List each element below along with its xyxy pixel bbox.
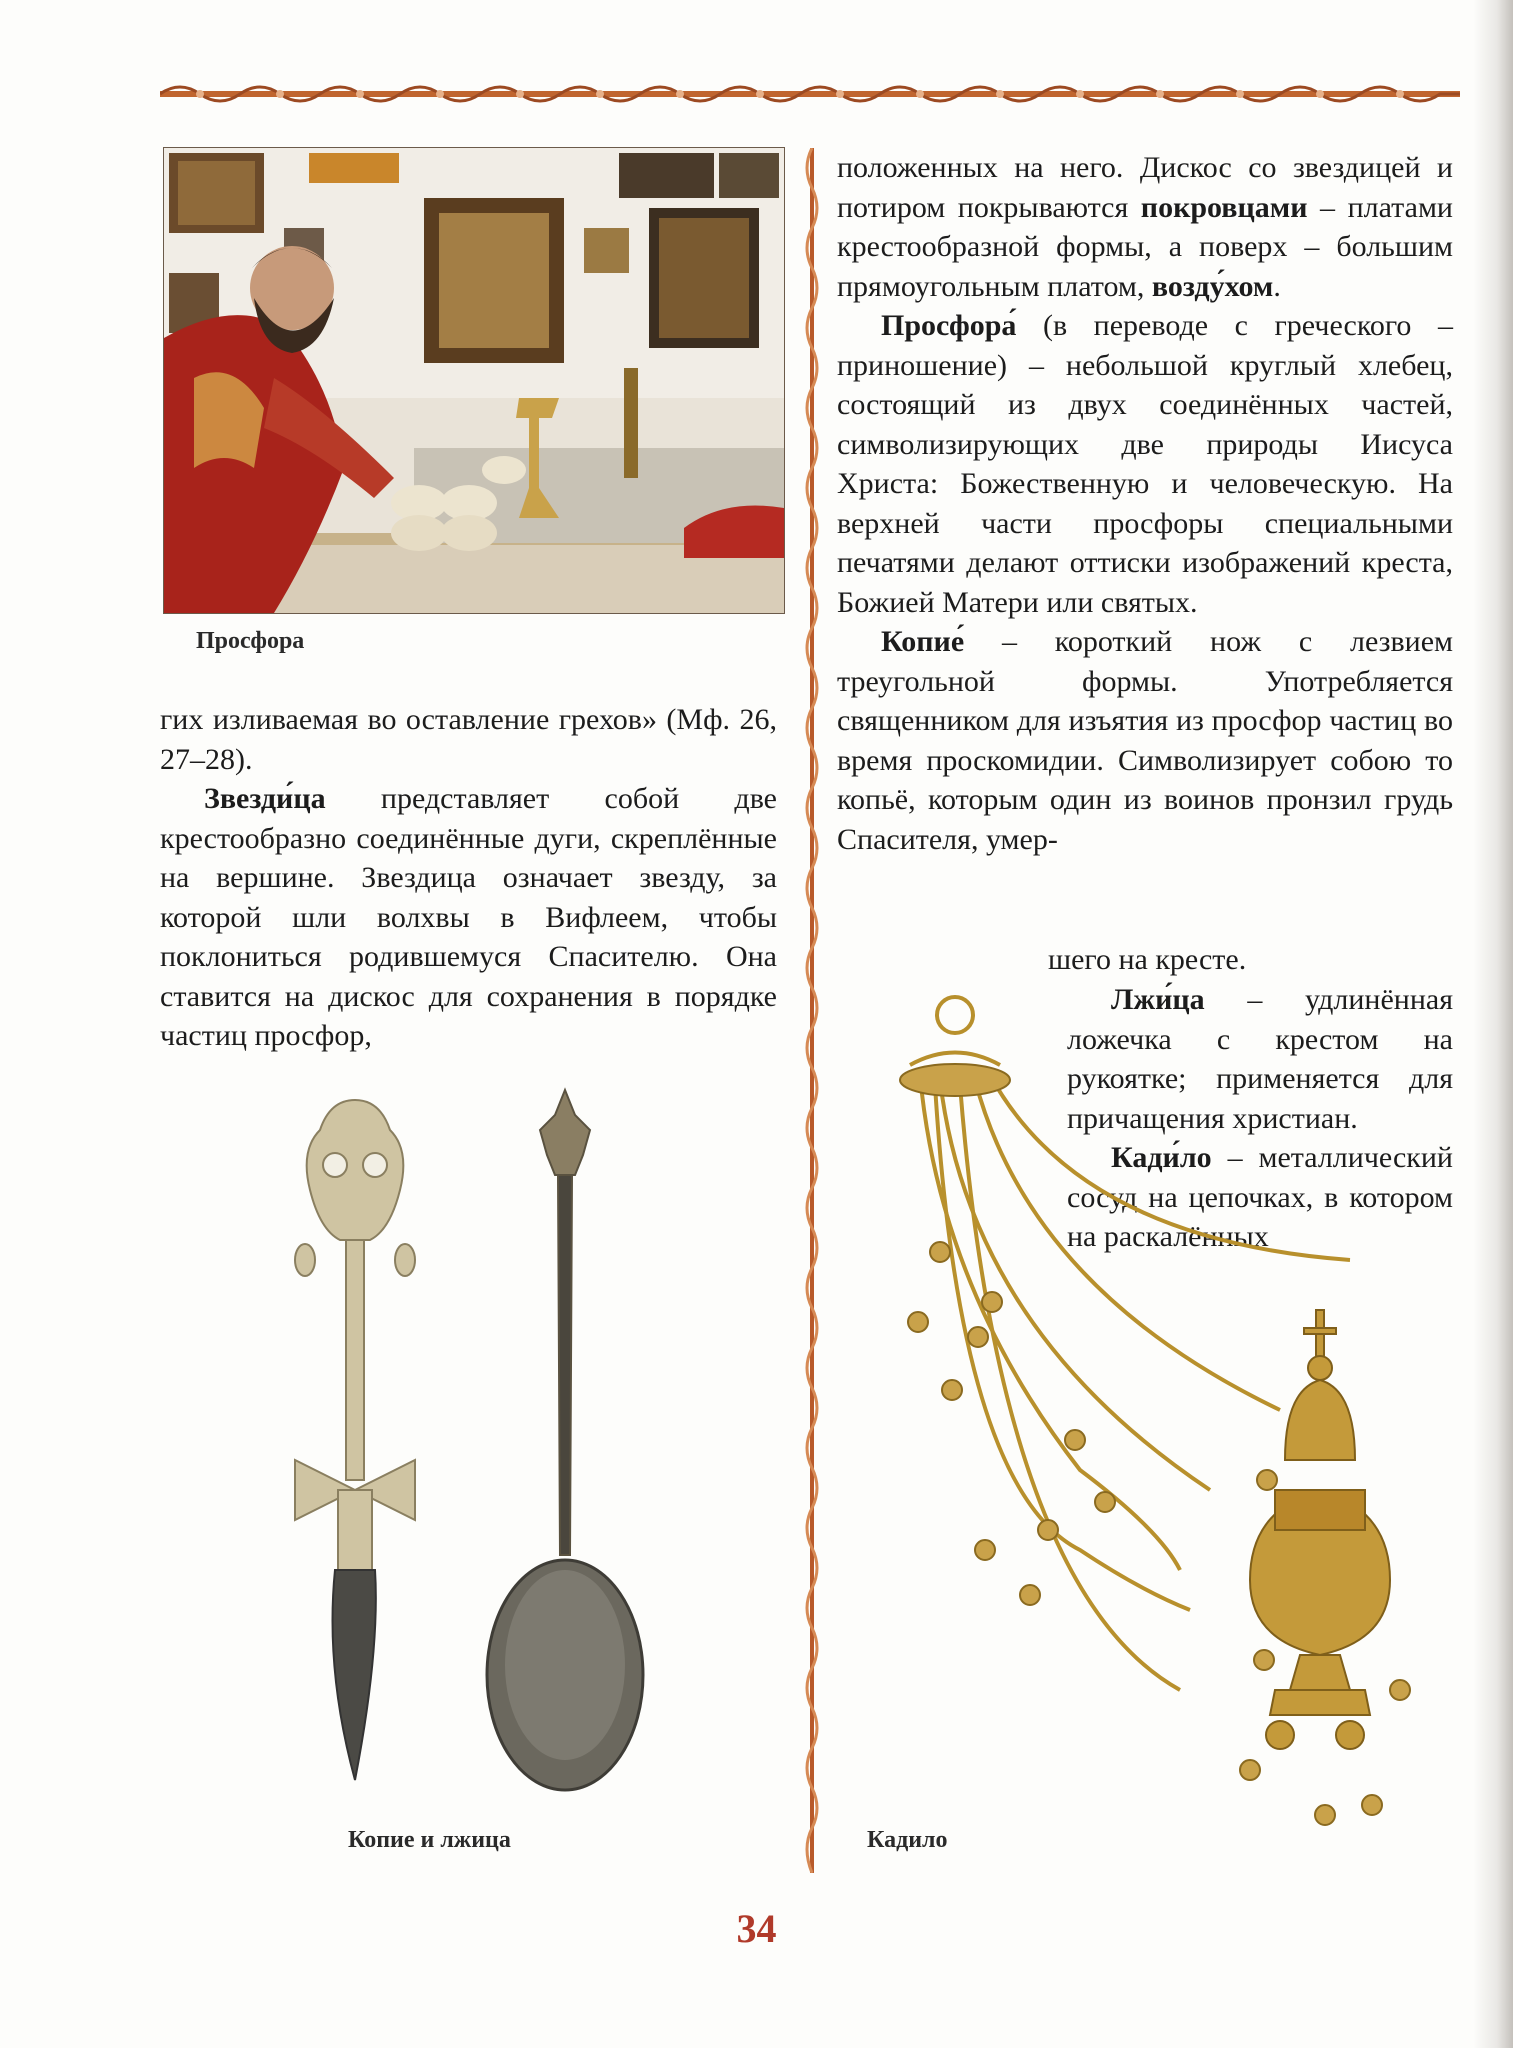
paragraph-lzhitsa: Лжи́ца – удлинённая ложечка с крестом на рукоятке; применяется для причащения христиан. <box>1067 983 1453 1135</box>
right-text-column <box>837 148 1453 859</box>
term-lzhitsa: Лжи́ца <box>1111 983 1205 1016</box>
paragraph-prosfora: Просфора́ (в переводе с греческого – приношение) – небольшой круглый хлебец, состоящий из двух соединённых частей, символизирующих две природы Иисуса Христа: Божественную и человеческую. На верхней части просфоры специальными печатями делают оттиски изображений креста, Божией Матери или святых. <box>837 309 1453 619</box>
kopie-tail-line: шего на кресте. <box>1048 943 1247 976</box>
lzhitsa-illustration <box>475 1085 655 1805</box>
caption-kopie-lzhitsa: Копие и лжица <box>348 1827 511 1853</box>
term-prosfora: Просфора́ <box>881 309 1017 342</box>
kadilo-illustration <box>880 990 1425 1830</box>
caption-prosfora: Просфора <box>196 628 305 654</box>
term-kadilo: Кади́ло <box>1111 1141 1212 1174</box>
paragraph-kadilo: Кади́ло – металлический сосуд на цепочках, в котором на раскалённых <box>1067 1141 1453 1253</box>
term-vozdukh: возду́хом <box>1151 269 1274 303</box>
page-edge-shadow <box>1473 0 1513 2048</box>
kopie-illustration <box>280 1090 430 1790</box>
page-number: 34 <box>736 1906 777 1951</box>
caption-kadilo: Кадило <box>867 1827 948 1853</box>
paragraph-diskos: положенных на него. Дискос со звездицей и потиром покрываются покровцами – платами крестообразной формы, а поверх – большим прямоугольным платом, возду́хом. <box>837 151 1453 303</box>
left-text-column <box>160 700 777 1056</box>
column-divider-ornament <box>800 148 824 1873</box>
paragraph-kopie: Копие́ – короткий нож с лезвием треугольной формы. Употребляется священником для изъятия из просфор частиц во время проскомидии. Символизирует собою то копьё, которым один из воинов пронзил грудь Спасителя, умер- <box>837 625 1453 856</box>
top-ornament-border <box>160 78 1460 110</box>
term-kopie: Копие́ <box>881 625 965 658</box>
prosfora-photo <box>163 147 785 614</box>
paragraph-zvezditsa: Звезди́ца представляет собой две крестообразно соединённые дуги, скреплённые на вершине. Звездица означает звезду, за которой шли волхвы в Вифлеем, чтобы поклониться родившемуся Спасителю. Она ставится на дискос для сохранения в порядке частиц просфор, <box>160 782 777 1052</box>
term-zvezditsa: Звезди́ца <box>204 782 326 815</box>
paragraph-continuation: гих изливаемая во оставление грехов» (Мф. 26, 27–28). <box>160 703 777 776</box>
term-pokrovtsy: покровцами <box>1140 190 1308 224</box>
